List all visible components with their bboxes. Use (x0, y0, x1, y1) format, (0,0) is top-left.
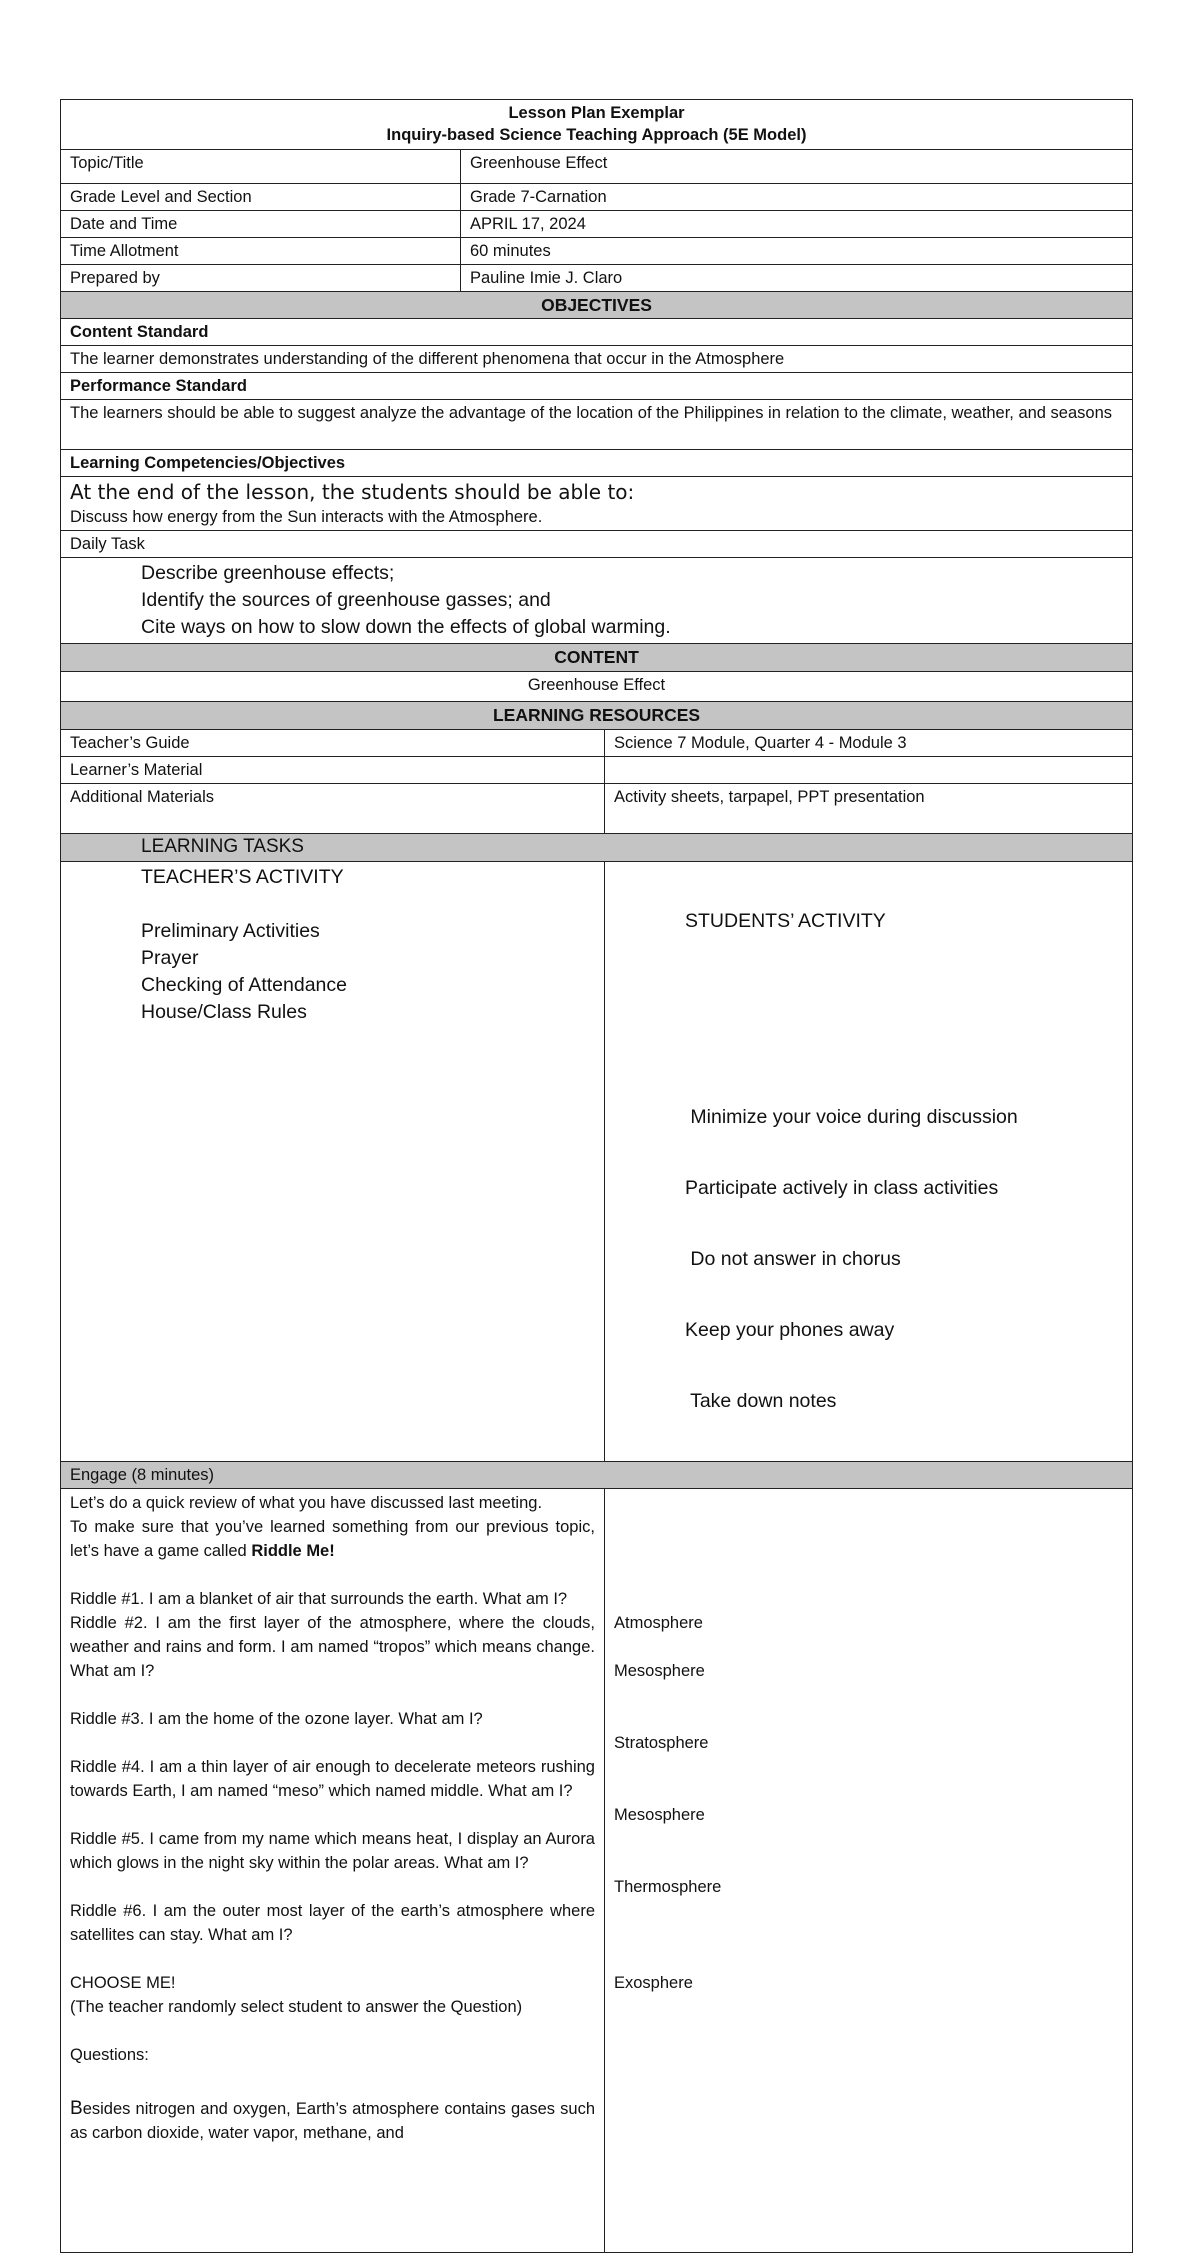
engage-intro: Let’s do a quick review of what you have discussed last meeting. (70, 1494, 543, 1512)
resource-value: Science 7 Module, Quarter 4 - Module 3 (605, 730, 1133, 757)
learning-tasks-heading: LEARNING TASKS (61, 834, 1133, 862)
daily-task-item: Cite ways on how to slow down the effects of global warming. (141, 616, 671, 638)
info-row (61, 184, 1133, 211)
riddle-answer: Mesosphere (614, 1662, 705, 1680)
info-value: APRIL 17, 2024 (461, 211, 1133, 238)
riddle-item: Riddle #1. I am a blanket of air that surrounds the earth. What am I? (70, 1590, 568, 1608)
question-text: Besides nitrogen and oxygen, Earth’s atmosphere contains gases such as carbon dioxide, water vapor, methane, and (70, 2098, 595, 2142)
performance-standard-label: Performance Standard (61, 373, 1133, 400)
info-value: Greenhouse Effect (461, 150, 1133, 184)
competencies-cell (61, 477, 1133, 531)
daily-task-list (61, 558, 1133, 644)
info-label: Time Allotment (61, 238, 461, 265)
content-value: Greenhouse Effect (61, 672, 1133, 702)
competencies-text: Discuss how energy from the Sun interacts with the Atmosphere. (70, 508, 543, 526)
resource-value: Activity sheets, tarpapel, PPT presentation (605, 784, 1133, 834)
riddle-answer: Mesosphere (614, 1806, 705, 1824)
resource-value (605, 757, 1133, 784)
student-rule: Take down notes (685, 1390, 837, 1412)
engage-students-cell (605, 1489, 1133, 2253)
info-value: 60 minutes (461, 238, 1133, 265)
student-rule: Do not answer in chorus (685, 1248, 901, 1270)
choose-me-label: CHOOSE ME! (70, 1974, 176, 1992)
teacher-activity-item: Checking of Attendance (141, 974, 347, 996)
content-heading: CONTENT (61, 644, 1133, 672)
teacher-activity-item: Preliminary Activities (141, 920, 320, 942)
riddle-item: Riddle #2. I am the first layer of the atmosphere, where the clouds, weather and rains and form. I am named “tropos” which means change. What am I? (70, 1614, 595, 1680)
performance-standard-text: The learners should be able to suggest analyze the advantage of the location of the Philippines in relation to the climate, weather, and seasons (61, 400, 1133, 450)
info-row (61, 150, 1133, 184)
info-label: Topic/Title (61, 150, 461, 184)
riddle-item: Riddle #6. I am the outer most layer of the earth’s atmosphere where satellites can stay. What am I? (70, 1902, 595, 1944)
students-activity-heading: STUDENTS’ ACTIVITY (685, 910, 886, 932)
student-rule: Minimize your voice during discussion (685, 1106, 1018, 1128)
daily-task-item: Describe greenhouse effects; (141, 562, 395, 584)
riddle-answer: Atmosphere (614, 1614, 703, 1632)
resource-label: Learner’s Material (61, 757, 605, 784)
lesson-plan-page (60, 99, 1132, 2253)
riddle-answer: Stratosphere (614, 1734, 709, 1752)
teacher-activity-item: House/Class Rules (141, 1001, 307, 1023)
info-row (61, 265, 1133, 292)
questions-label: Questions: (70, 2046, 149, 2064)
lesson-plan-table (60, 99, 1133, 2253)
content-standard-text: The learner demonstrates understanding of the different phenomena that occur in the Atmosphere (61, 346, 1133, 373)
resource-row (61, 730, 1133, 757)
engage-teacher-cell (61, 1489, 605, 2253)
riddle-item: Riddle #3. I am the home of the ozone layer. What am I? (70, 1710, 483, 1728)
competencies-intro: At the end of the lesson, the students should be able to: (70, 480, 635, 504)
resource-label: Additional Materials (61, 784, 605, 834)
resource-label: Teacher’s Guide (61, 730, 605, 757)
header-cell (61, 100, 1133, 150)
resources-heading: LEARNING RESOURCES (61, 702, 1133, 730)
objectives-heading: OBJECTIVES (61, 292, 1133, 319)
students-activity-cell (605, 862, 1133, 1462)
content-standard-label: Content Standard (61, 319, 1133, 346)
info-value: Grade 7-Carnation (461, 184, 1133, 211)
student-rule: Participate actively in class activities (685, 1177, 999, 1199)
info-label: Date and Time (61, 211, 461, 238)
resource-row (61, 757, 1133, 784)
engage-intro-game: To make sure that you’ve learned something from our previous topic, let’s have a game called Riddle Me! (70, 1518, 595, 1560)
daily-task-item: Identify the sources of greenhouse gasses; and (141, 589, 551, 611)
engage-heading: Engage (8 minutes) (61, 1462, 1133, 1489)
document-title: Lesson Plan Exemplar (508, 104, 685, 122)
choose-me-note: (The teacher randomly select student to answer the Question) (70, 1998, 523, 2016)
riddle-answer: Thermosphere (614, 1878, 722, 1896)
info-value: Pauline Imie J. Claro (461, 265, 1133, 292)
info-label: Grade Level and Section (61, 184, 461, 211)
competencies-label: Learning Competencies/Objectives (61, 450, 1133, 477)
teacher-activity-cell (61, 862, 605, 1462)
student-rule: Keep your phones away (685, 1319, 895, 1341)
daily-task-label: Daily Task (61, 531, 1133, 558)
teacher-activity-item: Prayer (141, 947, 199, 969)
info-row (61, 238, 1133, 265)
teacher-activity-heading: TEACHER’S ACTIVITY (141, 866, 344, 888)
info-label: Prepared by (61, 265, 461, 292)
riddle-answer: Exosphere (614, 1974, 693, 1992)
document-subtitle: Inquiry-based Science Teaching Approach (5E Model) (386, 126, 807, 144)
riddle-item: Riddle #5. I came from my name which means heat, I display an Aurora which glows in the night sky within the polar areas. What am I? (70, 1830, 595, 1872)
info-row (61, 211, 1133, 238)
riddle-item: Riddle #4. I am a thin layer of air enough to decelerate meteors rushing towards Earth, I am named “meso” which named middle. What am I? (70, 1758, 595, 1800)
resource-row (61, 784, 1133, 834)
game-name: Riddle Me! (251, 1542, 335, 1560)
